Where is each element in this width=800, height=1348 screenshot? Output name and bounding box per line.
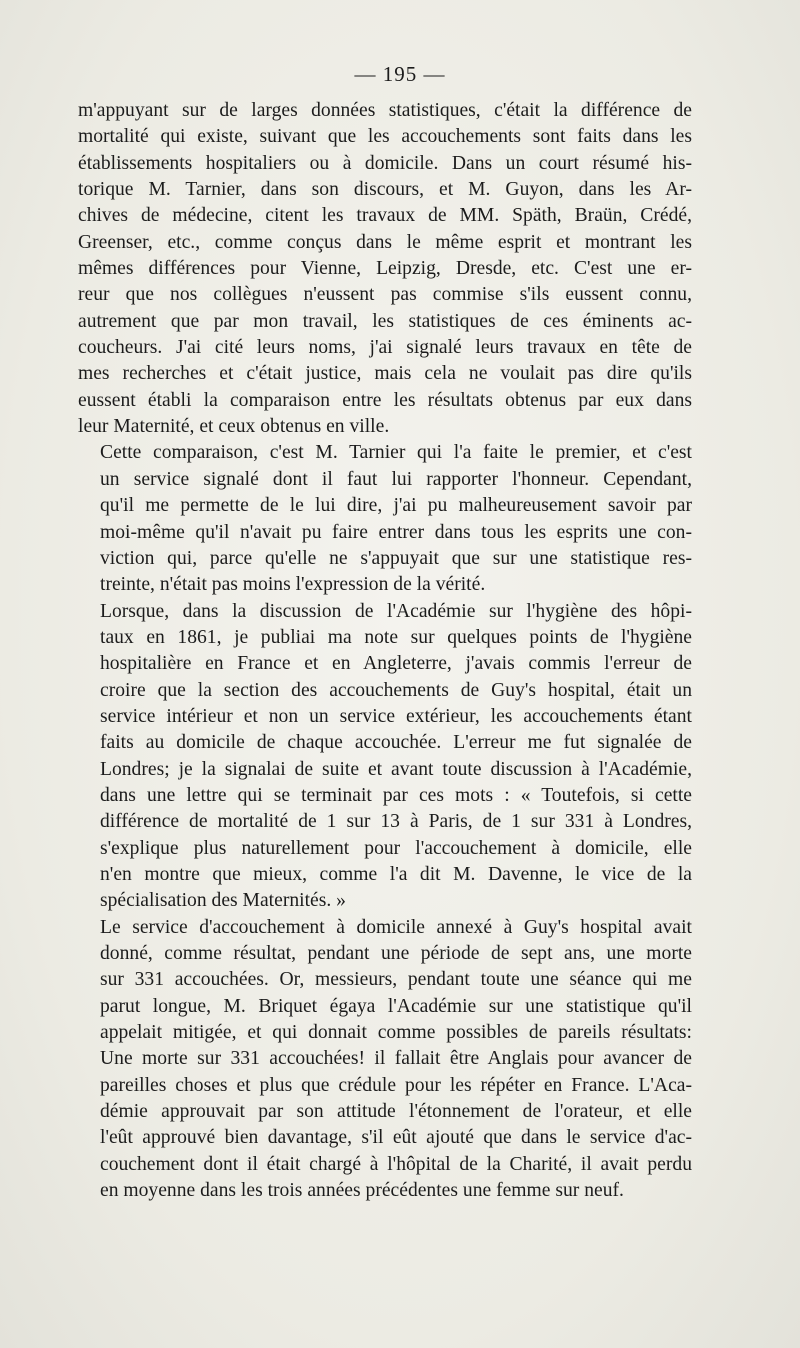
text-line: viction qui, parce qu'elle ne s'appuyait que sur une statistique res-: [100, 547, 692, 569]
text-line: moi-même qu'il n'avait pu faire entrer dans tous les esprits une con-: [100, 521, 692, 543]
text-line: hospitalière en France et en Angleterre, j'avais commis l'erreur de: [100, 653, 692, 675]
text-line: reur que nos collègues n'eussent pas commise s'ils eussent connu,: [78, 284, 692, 306]
text-line: l'eût approuvé bien davantage, s'il eût ajouté que dans le service d'ac-: [100, 1127, 692, 1149]
text-line: appelait mitigée, et qui donnait comme possibles de pareils résultats:: [100, 1022, 692, 1044]
text-line: qu'il me permette de le lui dire, j'ai pu malheureusement savoir par: [100, 495, 692, 517]
text-line: Cette comparaison, c'est M. Tarnier qui l'a faite le premier, et c'est: [100, 442, 692, 464]
text-line: couchement dont il était chargé à l'hôpital de la Charité, il avait perdu: [100, 1153, 692, 1175]
paragraph: [78, 915, 692, 1205]
text-line: faits au domicile de chaque accouchée. L'erreur me fut signalée de: [100, 732, 692, 754]
text-line: torique M. Tarnier, dans son discours, et M. Guyon, dans les Ar-: [78, 179, 692, 201]
body-text: [78, 98, 692, 1204]
text-line: leur Maternité, et ceux obtenus en ville.: [78, 416, 390, 438]
text-line: chives de médecine, citent les travaux de MM. Späth, Braün, Crédé,: [78, 205, 692, 227]
text-line: autrement que par mon travail, les statistiques de ces éminents ac-: [78, 310, 692, 332]
text-line: spécialisation des Maternités. »: [100, 890, 346, 912]
text-line: Lorsque, dans la discussion de l'Académie sur l'hygiène des hôpi-: [100, 600, 692, 622]
text-line: différence de mortalité de 1 sur 13 à Paris, de 1 sur 331 à Londres,: [100, 811, 692, 833]
text-line: treinte, n'était pas moins l'expression de la vérité.: [100, 574, 486, 596]
text-line: en moyenne dans les trois années précédentes une femme sur neuf.: [100, 1180, 624, 1202]
text-line: pareilles choses et plus que crédule pour les répéter en France. L'Aca-: [100, 1074, 692, 1096]
text-line: Le service d'accouchement à domicile annexé à Guy's hospital avait: [100, 916, 692, 938]
text-line: établissements hospitaliers ou à domicile. Dans un court résumé his-: [78, 152, 692, 174]
text-line: démie approuvait par son attitude l'étonnement de l'orateur, et elle: [100, 1101, 692, 1123]
paragraph: [78, 98, 692, 440]
text-line: mêmes différences pour Vienne, Leipzig, Dresde, etc. C'est une er-: [78, 258, 692, 280]
text-line: croire que la section des accouchements de Guy's hospital, était un: [100, 679, 692, 701]
text-line: dans une lettre qui se terminait par ces mots : « Toutefois, si cette: [100, 784, 692, 806]
text-line: eussent établi la comparaison entre les résultats obtenus par eux dans: [78, 389, 692, 411]
text-line: service intérieur et non un service extérieur, les accouchements étant: [100, 705, 692, 727]
text-line: m'appuyant sur de larges données statistiques, c'était la différence de: [78, 100, 692, 121]
text-line: parut longue, M. Briquet égaya l'Académie sur une statistique qu'il: [100, 995, 692, 1017]
text-line: donné, comme résultat, pendant une période de sept ans, une morte: [100, 943, 692, 964]
text-line: Une morte sur 331 accouchées! il fallait être Anglais pour avancer de: [100, 1048, 692, 1070]
paragraph: [78, 599, 692, 915]
text-line: coucheurs. J'ai cité leurs noms, j'ai signalé leurs travaux en tête de: [78, 337, 692, 359]
text-line: mortalité qui existe, suivant que les accouchements sont faits dans les: [78, 126, 692, 148]
paragraph: [78, 440, 692, 598]
text-line: mes recherches et c'était justice, mais cela ne voulait pas dire qu'ils: [78, 363, 692, 385]
text-line: un service signalé dont il faut lui rapporter l'honneur. Cependant,: [100, 468, 692, 490]
text-line: Greenser, etc., comme conçus dans le même esprit et montrant les: [78, 231, 692, 253]
text-line: taux en 1861, je publiai ma note sur quelques points de l'hygiène: [100, 626, 692, 648]
text-line: s'explique plus naturellement pour l'accouchement à domicile, elle: [100, 837, 692, 859]
text-line: Londres; je la signalai de suite et avant toute discussion à l'Académie,: [100, 758, 692, 780]
text-line: n'en montre que mieux, comme l'a dit M. Davenne, le vice de la: [100, 863, 692, 885]
text-line: sur 331 accouchées. Or, messieurs, pendant toute une séance qui me: [100, 969, 692, 991]
page-number: — 195 —: [354, 62, 446, 86]
